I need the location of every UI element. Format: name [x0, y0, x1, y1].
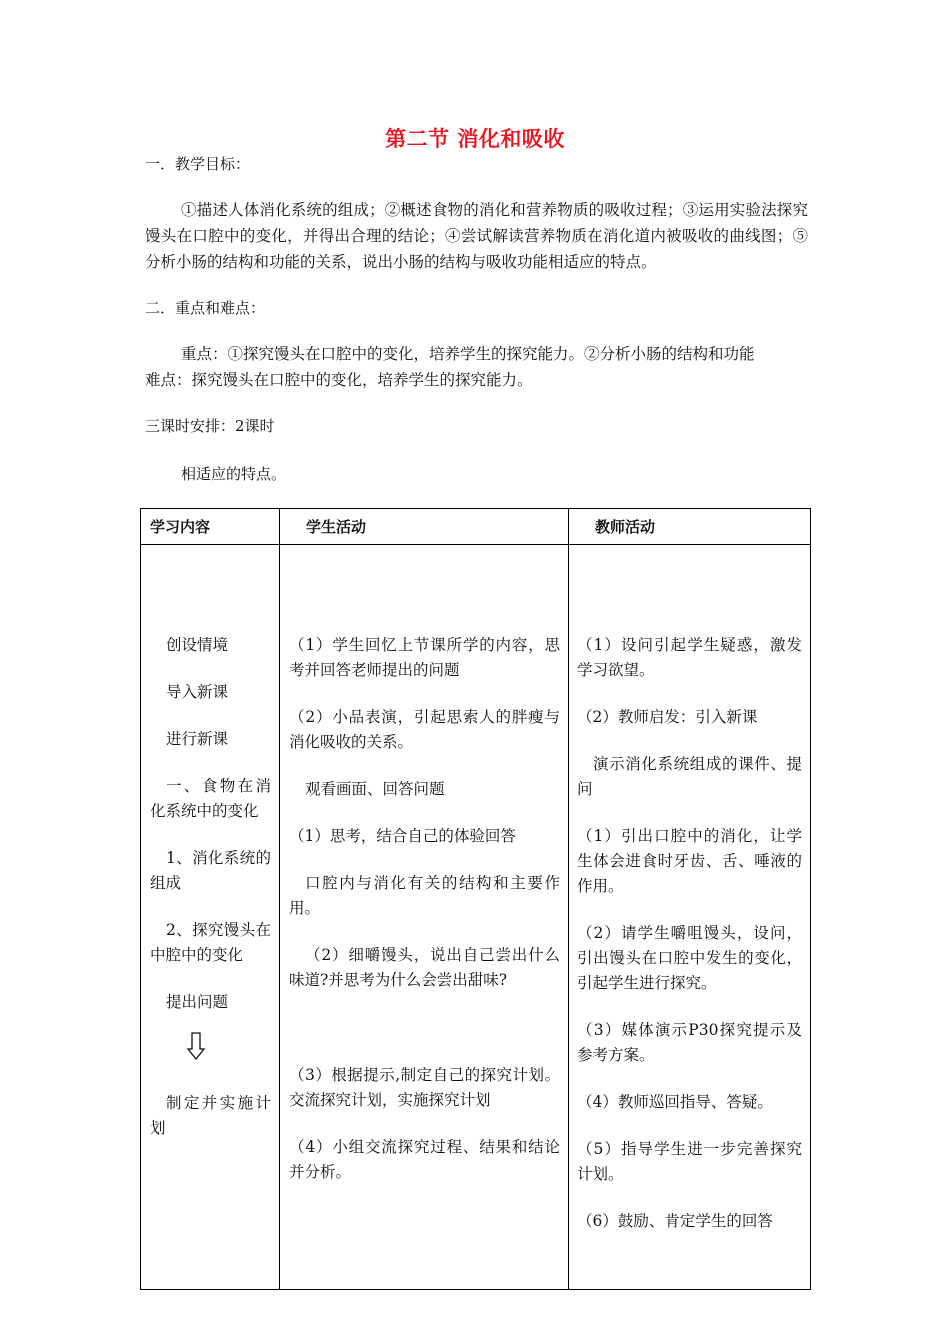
- content-item: 2、探究馒头在中腔中的变化: [150, 921, 271, 964]
- objectives-text: ①描述人体消化系统的组成；②概述食物的消化和营养物质的吸收过程；③运用实验法探究馒头在口腔中的变化，并得出合理的结论；④尝试解读营养物质在消化道内被吸收的曲线图；⑤分析小肠的结构和功能的关系，说出小肠的结构与吸收功能相适应的特点。: [145, 201, 808, 271]
- lesson-table: [140, 508, 811, 1290]
- student-item: 口腔内与消化有关的结构和主要作用。: [289, 874, 560, 917]
- content-item: 导入新课: [166, 683, 229, 701]
- content-item: 创设情境: [166, 636, 229, 654]
- table-header-row: [141, 509, 811, 545]
- content-item: 1、消化系统的组成: [150, 849, 271, 892]
- student-item: （1）思考，结合自己的体验回答: [289, 827, 516, 845]
- content-item: 提出问题: [166, 993, 229, 1011]
- content-item: 进行新课: [166, 730, 229, 748]
- section1-heading: 一．教学目标：: [145, 155, 251, 173]
- student-item: （3）根据提示,制定自己的探究计划。交流探究计划，实施探究计划: [289, 1066, 560, 1109]
- teacher-item: （5）指导学生进一步完善探究计划。: [577, 1140, 802, 1183]
- teacher-item: （6）鼓励、肯定学生的回答: [577, 1212, 773, 1230]
- student-cell: [280, 545, 569, 1290]
- student-item: （2）细嚼馒头，说出自己尝出什么味道?并思考为什么会尝出甜味?: [289, 946, 560, 989]
- student-item: 观看画面、回答问题: [305, 780, 445, 798]
- teacher-item: （2）请学生嚼咀馒头，设问，引出馒头在口腔中发生的变化，引起学生进行探究。: [577, 924, 802, 992]
- header-content: 学习内容: [141, 509, 280, 545]
- teacher-cell: [569, 545, 811, 1290]
- student-item: （4）小组交流探究过程、结果和结论并分析。: [289, 1138, 560, 1181]
- header-student: 学生活动: [280, 509, 569, 545]
- student-item: （2）小品表演，引起思索人的胖瘦与消化吸收的关系。: [289, 708, 560, 751]
- page-title: 第二节 消化和吸收: [385, 127, 565, 151]
- teacher-item: （1）设问引起学生疑惑，激发学习欲望。: [577, 636, 802, 679]
- teacher-item: （2）教师启发：引入新课: [577, 708, 758, 726]
- key-point-text: 重点：①探究馒头在口腔中的变化，培养学生的探究能力。②分析小肠的结构和功能: [181, 345, 755, 363]
- teacher-item: （4）教师巡回指导、答疑。: [577, 1093, 773, 1111]
- table-body-row: [141, 545, 811, 1290]
- teacher-item: （1）引出口腔中的消化，让学生体会进食时牙齿、舌、唾液的作用。: [577, 827, 802, 895]
- teacher-item: （3）媒体演示P30探究提示及参考方案。: [577, 1021, 802, 1064]
- difficulty-text: 难点：探究馒头在口腔中的变化，培养学生的探究能力。: [145, 371, 533, 389]
- teacher-item: 演示消化系统组成的课件、提问: [577, 755, 802, 798]
- content-cell: [141, 545, 280, 1290]
- header-teacher: 教师活动: [569, 509, 811, 545]
- section2-body: [145, 341, 808, 393]
- section3-heading: 三课时安排：2课时: [145, 417, 275, 435]
- section1-body: [145, 197, 808, 275]
- content-item: 制定并实施计划: [150, 1094, 271, 1137]
- section2-heading: 二．重点和难点：: [145, 299, 266, 317]
- down-arrow-icon: [186, 1031, 206, 1061]
- section3-note: 相适应的特点。: [181, 465, 287, 483]
- student-item: （1）学生回忆上节课所学的内容，思考并回答老师提出的问题: [289, 636, 560, 679]
- content-item: 一、食物在消化系统中的变化: [150, 777, 271, 820]
